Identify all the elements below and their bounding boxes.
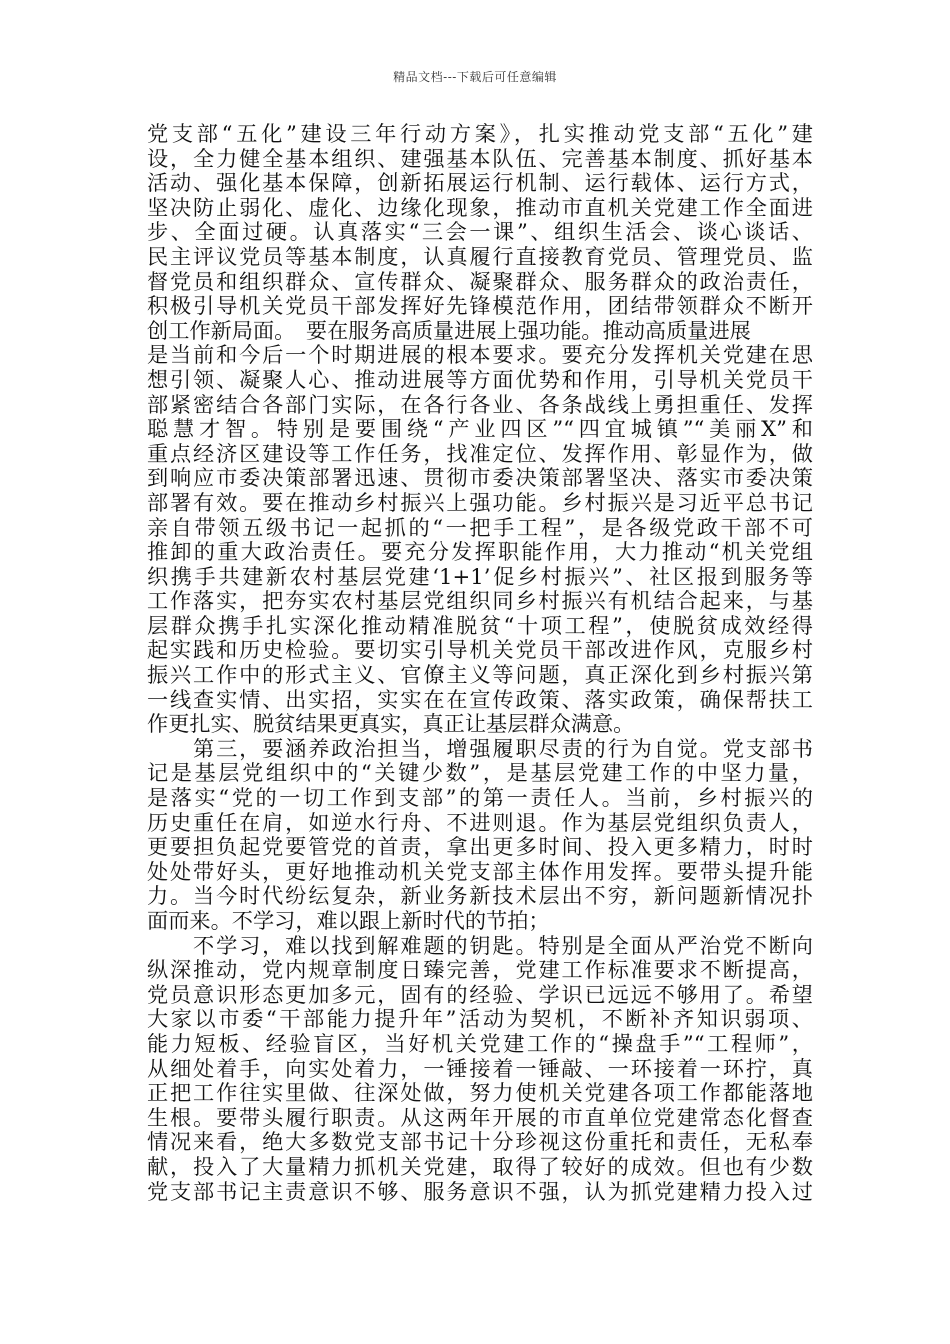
document-body — [147, 122, 813, 1204]
text-line: 处处带好头，更好地推动机关党支部主体作用发挥。要带头提升能 — [147, 858, 813, 884]
text-line: 更要担负起党要管党的首责，拿出更多时间、投入更多精力，时时 — [147, 834, 813, 860]
text-line: 活动、强化基本保障，创新拓展运行机制、运行载体、运行方式， — [147, 170, 813, 196]
text-line: 步、全面过硬。认真落实“三会一课”、组织生活会、谈心谈话、 — [147, 219, 813, 245]
text-line: 坚决防止弱化、虚化、边缘化现象，推动市直机关党建工作全面进 — [147, 194, 813, 220]
text-line: 力。当今时代纷纭复杂，新业务新技术层出不穷，新问题新情况扑 — [147, 883, 813, 909]
text-line: 督党员和组织群众、宣传群众、凝聚群众、服务群众的政治责任， — [147, 268, 813, 294]
text-line: 部署有效。要在推动乡村振兴上强功能。乡村振兴是习近平总书记 — [147, 489, 813, 515]
text-line: 生根。要带头履行职责。从这两年开展的市直单位党建常态化督查 — [147, 1104, 813, 1130]
text-line: 党支部“五化”建设三年行动方案》，扎实推动党支部“五化”建 — [147, 121, 813, 146]
text-line: 部紧密结合各部门实际，在各行各业、各条战线上勇担重任、发挥 — [147, 391, 813, 417]
text-line: 积极引导机关党员干部发挥好先锋模范作用，团结带领群众不断开 — [147, 293, 813, 319]
text-line: 亲自带领五级书记一起抓的“一把手工程”，是各级党政干部不可 — [147, 514, 813, 540]
text-line: 想引领、凝聚人心、推动进展等方面优势和作用，引导机关党员干 — [147, 366, 813, 392]
text-line: 振兴工作中的形式主义、官僚主义等问题，真正深化到乡村振兴第 — [147, 662, 813, 688]
text-line: 是落实“党的一切工作到支部”的第一责任人。当前，乡村振兴的 — [147, 785, 813, 811]
text-line: 情况来看，绝大多数党支部书记十分珍视这份重托和责任，无私奉 — [147, 1129, 813, 1155]
text-line: 能力短板、经验盲区，当好机关党建工作的“操盘手”“工程师”， — [147, 1030, 813, 1056]
text-line: 党员意识形态更加多元，固有的经验、学识已远远不够用了。希望 — [147, 981, 813, 1007]
text-line: 工作落实，把夯实农村基层党组织同乡村振兴有机结合起来，与基 — [147, 588, 813, 614]
text-line: 民主评议党员等基本制度，认真履行直接教育党员、管理党员、监 — [147, 243, 813, 269]
text-line: 正把工作往实里做、往深处做，努力使机关党建各项工作都能落地 — [147, 1080, 813, 1106]
text-line: 历史重任在肩，如逆水行舟、不进则退。作为基层党组织负责人， — [147, 809, 813, 835]
text-line: 一线查实情、出实招，实实在在宣传政策、落实政策，确保帮扶工 — [147, 686, 813, 712]
text-line: 创工作新局面。 要在服务高质量进展上强功能。推动高质量进展 — [147, 317, 751, 343]
text-line: 作更扎实、脱贫结果更真实，真正让基层群众满意。 — [147, 711, 635, 737]
text-line: 大家以市委“干部能力提升年”活动为契机，不断补齐知识弱项、 — [147, 1006, 813, 1032]
text-line: 献，投入了大量精力抓机关党建，取得了较好的成效。但也有少数 — [147, 1153, 813, 1179]
text-line: 记是基层党组织中的“关键少数”，是基层党建工作的中坚力量， — [147, 760, 813, 786]
text-line: 从细处着手，向实处着力，一锤接着一锤敲、一环接着一环拧，真 — [147, 1055, 813, 1081]
page-header: 精品文档---下载后可任意编辑 — [393, 70, 557, 84]
text-line: 聪慧才智。特别是要围绕“产业四区”“四宜城镇”“美丽X”和 — [147, 416, 813, 442]
text-line: 面而来。不学习，难以跟上新时代的节拍； — [147, 908, 550, 933]
text-line: 织携手共建新农村基层党建‘1+1’促乡村振兴”、社区报到服务等 — [147, 563, 813, 589]
text-line: 起实践和历史检验。要切实引导机关党员干部改进作风，克服乡村 — [147, 637, 813, 663]
text-line: 第三，要涵养政治担当，增强履职尽责的行为自觉。党支部书 — [147, 735, 813, 761]
text-line: 设，全力健全基本组织、建强基本队伍、完善基本制度、抓好基本 — [147, 145, 813, 171]
text-line: 层群众携手扎实深化推动精准脱贫“十项工程”，使脱贫成效经得 — [147, 612, 813, 638]
text-line: 是当前和今后一个时期进展的根本要求。要充分发挥机关党建在思 — [147, 342, 813, 368]
text-line: 到响应市委决策部署迅速、贯彻市委决策部署坚决、落实市委决策 — [147, 465, 813, 491]
text-line: 不学习，难以找到解难题的钥匙。特别是全面从严治党不断向 — [147, 932, 813, 958]
text-line: 纵深推动，党内规章制度日臻完善，党建工作标准要求不断提高， — [147, 957, 813, 983]
text-line: 党支部书记主责意识不够、服务意识不强，认为抓党建精力投入过 — [147, 1178, 813, 1204]
text-line: 重点经济区建设等工作任务，找准定位、发挥作用、彰显作为，做 — [147, 440, 813, 466]
text-line: 推卸的重大政治责任。要充分发挥职能作用，大力推动“机关党组 — [147, 539, 813, 565]
